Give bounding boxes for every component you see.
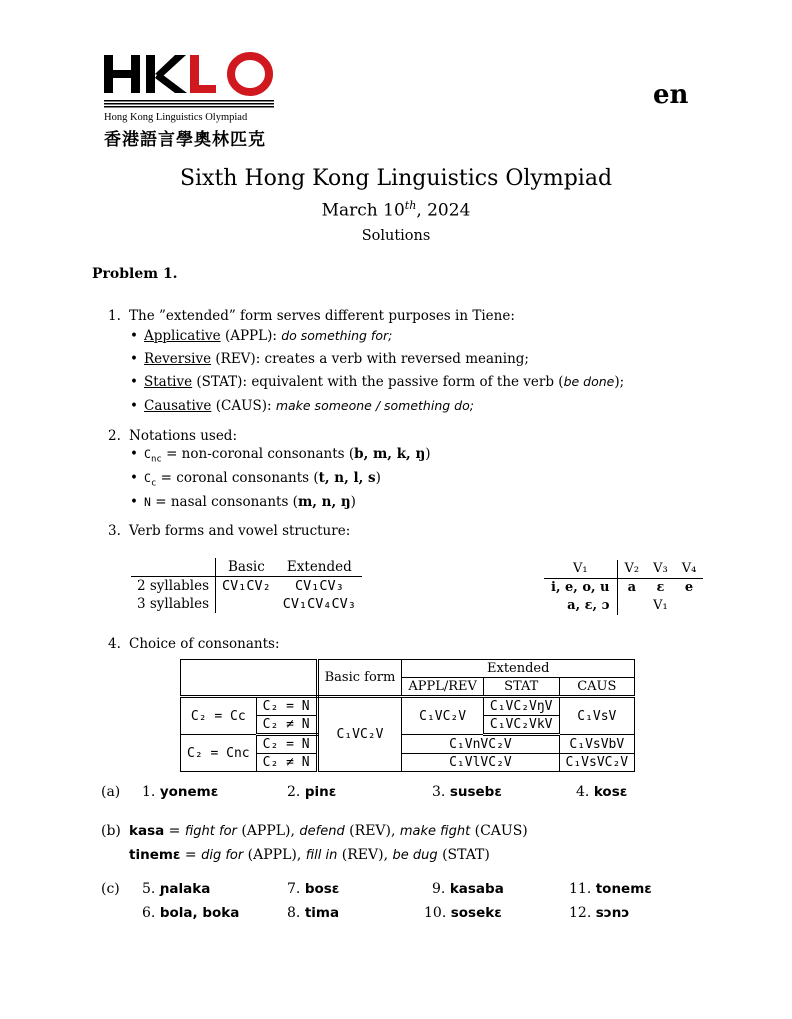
hklo-logo bbox=[104, 52, 276, 152]
notation-nasal: • N = nasal consonants (m, n, ŋ) bbox=[144, 494, 356, 510]
part-a-label: (a) bbox=[101, 784, 121, 800]
item-2-intro: Notations used: bbox=[129, 428, 237, 444]
problem-heading: Problem 1. bbox=[92, 266, 178, 282]
answer-3: 3. susebɛ bbox=[432, 784, 502, 800]
answer-5: 5. ɲalaka bbox=[142, 881, 211, 897]
answer-kasa: kasa = fight for (APPL), defend (REV), make fight (CAUS) bbox=[129, 823, 528, 839]
answer-7: 7. bosɛ bbox=[287, 881, 340, 897]
answer-4: 4. kosɛ bbox=[576, 784, 628, 800]
answer-tineme: tinemɛ = dig for (APPL), fill in (REV), be dug (STAT) bbox=[129, 847, 490, 863]
document-date: March 10th, 2024 bbox=[321, 199, 471, 221]
answer-8: 8. tima bbox=[287, 905, 340, 921]
language-tag: en bbox=[653, 80, 689, 110]
notation-noncoronal: • $C_{nc}$ = non-coronal consonants (b, m, k, ŋ) bbox=[144, 446, 431, 465]
part-c-label: (c) bbox=[101, 881, 120, 897]
notation-coronal: • $C_c$ = coronal consonants (t, n, l, s) bbox=[144, 470, 381, 489]
document-subtitle: Solutions bbox=[361, 228, 431, 244]
part-b-label: (b) bbox=[101, 823, 121, 839]
item-3-number: 3. bbox=[108, 523, 121, 539]
item-4-intro: Choice of consonants: bbox=[129, 636, 280, 652]
answer-9: 9. kasaba bbox=[432, 881, 504, 897]
answer-6: 6. bola, boka bbox=[142, 905, 240, 921]
consonant-choice-table: Basic form Extended APPL/REV STAT CAUS C₂ = Cc C₂ = N C₁VC₂V C₁VC₂V C₁VC₂VŋV C₁VsV C₂ ≠ N C₁VC₂VkV C₂ = Cnc C₂ = N C₁VnVC₂V C₁VsVbV C₂ ≠ N C₁VlVC₂V C₁VsVC₂V bbox=[180, 659, 635, 772]
document-title: Sixth Hong Kong Linguistics Olympiad bbox=[179, 166, 613, 191]
bullet-reversive: • Reversive (REV): creates a verb with reversed meaning; bbox=[144, 351, 529, 367]
item-3-intro: Verb forms and vowel structure: bbox=[129, 523, 351, 539]
item-2-number: 2. bbox=[108, 428, 121, 444]
logo-rule-lines bbox=[104, 100, 274, 108]
logo-english-name: Hong Kong Linguistics Olympiad bbox=[104, 112, 248, 123]
answer-1: 1. yonemɛ bbox=[142, 784, 219, 800]
answer-2: 2. pinɛ bbox=[287, 784, 337, 800]
syllable-structure-table: Basic Extended 2 syllables CV₁CV₂ CV₁CV₃ 3 syllables CV₁CV₄CV₃ bbox=[131, 558, 362, 613]
answer-11: 11. tonemɛ bbox=[569, 881, 652, 897]
answer-10: 10. sosekɛ bbox=[424, 905, 502, 921]
answer-12: 12. sɔnɔ bbox=[569, 905, 630, 921]
bullet-causative: • Causative (CAUS): make someone / something do; bbox=[144, 398, 474, 414]
hklo-logo-mark bbox=[104, 52, 274, 96]
logo-chinese-name: 香港語言學奧林匹克 bbox=[104, 130, 266, 150]
bullet-applicative: • Applicative (APPL): do something for; bbox=[144, 328, 392, 344]
item-4-number: 4. bbox=[108, 636, 121, 652]
vowel-structure-table: V₁ V₂ V₃ V₄ i, e, o, u a ɛ e a, ɛ, ɔ V₁ bbox=[544, 560, 703, 615]
item-1-number: 1. bbox=[108, 308, 121, 324]
item-1-intro: The ”extended” form serves different purposes in Tiene: bbox=[129, 308, 515, 324]
bullet-stative: • Stative (STAT): equivalent with the passive form of the verb (be done); bbox=[144, 374, 624, 390]
